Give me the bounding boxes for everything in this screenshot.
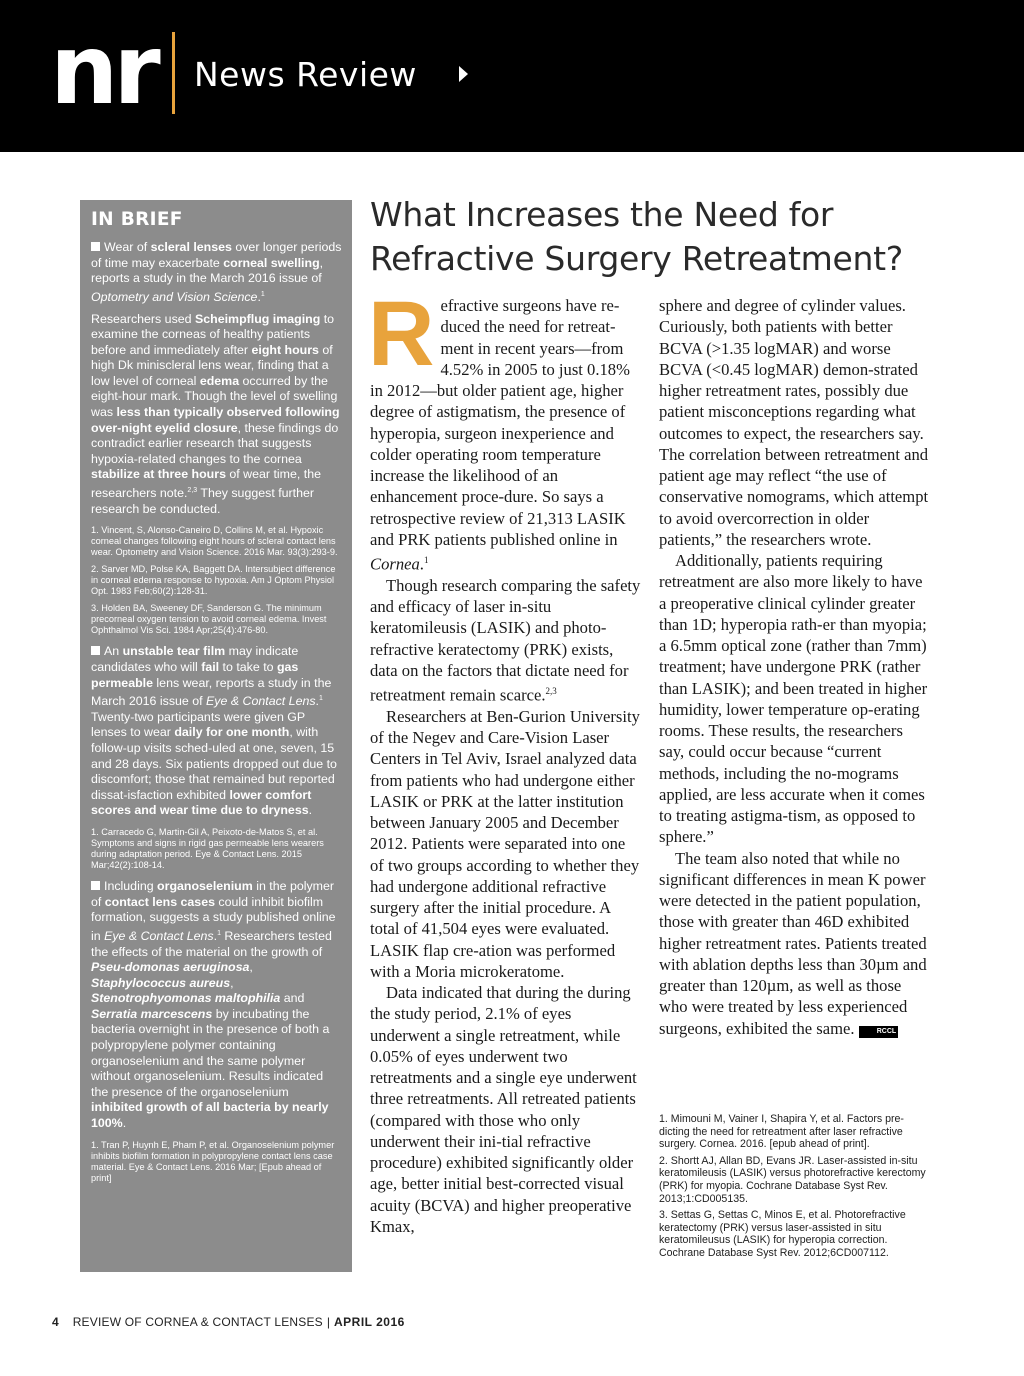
article-column-2 bbox=[659, 295, 931, 1039]
article-paragraph: Data indicated that during the during the study period, 2.1% of eyes underwent a single retreatment, while 0.05% of eyes underwent two retreatments and a single eye underwent three retreatments. All retreated patients (compared with those who only underwent their ini-tial refractive procedure) exhibited significantly older age, better initial best-corrected visual acuity (BCVA) and higher preoperative Kmax, bbox=[370, 983, 637, 1236]
reference: 2. Sarver MD, Polse KA, Baggett DA. Intersubject difference in corneal edema response to hypoxia. Am J Optom Physiol Opt. 1983 Feb;60(2):128-31. bbox=[91, 564, 336, 597]
brief-references-3 bbox=[91, 1140, 342, 1184]
issue-date: APRIL 2016 bbox=[334, 1315, 405, 1329]
in-brief-title: IN BRIEF bbox=[91, 209, 183, 230]
article-paragraph: Though research comparing the safety and efficacy of laser in-situ keratomileusis (LASIK) and photo-refractive keratectomy (PRK) exists, data on the factors that dictate need for retreatment remain scarce.$^{2,3}$ bbox=[370, 575, 641, 705]
bullet-square-icon bbox=[91, 242, 100, 251]
article-paragraph: Additionally, patients requiring retreatment are also more likely to have a preoperative clinical cylinder greater than 1D; hyperopia rath-er than myopia; a 6.5mm optical zone (rather than 7mm) treatment; have undergone PRK (rather than LASIK); and been treated in higher humidity, lower temperature op-erating rooms. These results, the researchers say, could occur because “current methods, including the no-mograms applied, are less accurate when it comes to treating astigma-tism, as opposed to sphere.” bbox=[659, 551, 928, 847]
article-column-1 bbox=[368, 283, 642, 1237]
reference: 3. Settas G, Settas C, Minos E, et al. Photorefractive keratectomy (PRK) versus laser-assisted in situ keratomileusus (LASIK) for hyperopia correction. Cochrane Database Syst Rev. 2012;6CD007112. bbox=[659, 1209, 906, 1259]
brief-item-1: Wear of scleral lenses over longer periods of time may exacerbate corneal swelling, reports a study in the March 2016 issue of Optometry and Vision Science.$^1$ Researchers used Scheimpflug imaging to examine the corneas of healthy patients before and immediately after eight hours of high Dk miniscleral lens wear, finding that a low level of corneal edema occurred by the eight-hour mark. Though the level of swelling was less than typically observed following over-night eyelid closure, these findings do contradict earlier research that suggests hypoxia-related changes to the cornea stabilize at three hours of wear time, the researchers note.$^{2,3}$ They suggest further research be conducted. bbox=[91, 240, 342, 516]
article-references bbox=[659, 1113, 934, 1264]
brief-item-3: Including organoselenium in the polymer of contact lens cases could inhibit biofilm formation, suggests a study published online in Eye & Contact Lens.$^1$ Researchers tested the effects of the material on the growth of Pseu-domonas aeruginosa, Staphylococcus aureus, Stenotrophyomonas maltophilia and Serratia marcescens by incubating the bacteria overnight in the presence of both a polypropylene polymer containing organoselenium and the same polymer without organoselenium. Results indicated the presence of the organoselenium inhibited growth of all bacteria by nearly 100%. bbox=[91, 879, 336, 1131]
article-paragraph: Refractive surgeons have re-duced the need for retreat-ment in recent years—from 4.52% in 2005 to just 0.18% in 2012—but older patient age, higher degree of astigmatism, the presence of hyperopia, surgeon inexperience and colder operating room temperature increase the likelihood of an enhancement proce-dure. So says a retrospective review of 21,313 LASIK and PRK patients published online in Cornea.$^1$ bbox=[368, 283, 630, 574]
reference: 1. Mimouni M, Vainer I, Shapira Y, et al. Factors pre-dicting the need for retreatment after laser refractive surgery. Cornea. 2016. [epub ahead of print]. bbox=[659, 1113, 904, 1151]
page-footer bbox=[52, 1314, 405, 1330]
bullet-square-icon bbox=[91, 881, 100, 890]
masthead bbox=[0, 0, 1024, 152]
logo-divider bbox=[172, 32, 175, 114]
article-paragraph: The team also noted that while no significant differences in mean K power were detected in the patient population, those with greater than 46D exhibited higher retreatment rates. Patients treated with ablation depths less than 30µm and greater than 120µm, as well as those who were treated by less experienced surgeons, exhibited the same. RCCL bbox=[659, 848, 927, 1038]
publication-name: REVIEW OF CORNEA & CONTACT LENSES bbox=[72, 1315, 323, 1329]
article-paragraph: sphere and degree of cylinder values. Curiously, both patients with better BCVA (>1.35 logMAR) and worse BCVA (<0.45 logMAR) demon-strated higher retreatment rates, possibly due patient misconceptions regarding what outcomes to expect, the researchers say. The correlation between retreatment and patient age may reflect “the use of conservative nomograms, which attempt to avoid overcorrection in older patients,” the researchers wrote. bbox=[659, 296, 929, 549]
section-title: News Review bbox=[194, 55, 417, 94]
rccl-end-mark-icon: RCCL bbox=[859, 1026, 898, 1038]
play-arrow-icon bbox=[459, 66, 468, 82]
nr-logo: nr bbox=[50, 14, 156, 126]
reference: 1. Vincent, S, Alonso-Caneiro D, Collins M, et al. Hypoxic corneal changes following eight hours of scleral contact lens wear. Optometry and Vision Science. 2016 Mar. 93(3):293-9. bbox=[91, 525, 338, 558]
footer-separator: | bbox=[326, 1315, 331, 1329]
brief-references-2 bbox=[91, 827, 342, 871]
bullet-square-icon bbox=[91, 646, 100, 655]
reference: 3. Holden BA, Sweeney DF, Sanderson G. The minimum precorneal oxygen tension to avoid corneal edema. Invest Ophthalmol Vis Sci. 1984 Apr;25(4):476-80. bbox=[91, 603, 327, 636]
brief-item-2: An unstable tear film may indicate candidates who will fail to take to gas permeable lens wear, reports a study in the March 2016 issue of Eye & Contact Lens.$^1$ Twenty-two participants were given GP lenses to wear daily for one month, with follow-up visits sched-uled at one, seven, 15 and 28 days. Six patients dropped out due to discomfort; those that remained but reported dissat-isfaction exhibited lower comfort scores and wear time due to dryness. bbox=[91, 644, 337, 818]
article-headline: What Increases the Need for Refractive Surgery Retreatment? bbox=[370, 195, 903, 278]
article-paragraph: Researchers at Ben-Gurion University of the Negev and Care-Vision Laser Centers in Tel Aviv, Israel analyzed data from patients who had undergone either LASIK or PRK at the latter institution between January 2005 and December 2012. Patients were separated into one of two groups according to whether they had undergone additional refractive surgery after the initial procedure. A total of 41,504 eyes were evaluated. LASIK flap cre-ation was performed with a Moria microkeratome. bbox=[370, 706, 640, 981]
reference: 1. Tran P, Huynh E, Pham P, et al. Organoselenium polymer inhibits biofilm formation in polypropylene contact lens case material. Eye & Contact Lens. 2016 Mar; [Epub ahead of print] bbox=[91, 1139, 335, 1183]
reference: 2. Shortt AJ, Allan BD, Evans JR. Laser-assisted in-situ keratomileusis (LASIK) versus photorefractive kerectomy (PRK) for myopia. Cochrane Database Syst Rev. 2013;1:CD005135. bbox=[659, 1154, 926, 1205]
brief-references-1 bbox=[91, 525, 342, 636]
in-brief-sidebar bbox=[80, 200, 352, 1272]
page-number: 4 bbox=[52, 1315, 59, 1329]
drop-cap: R bbox=[368, 283, 435, 385]
reference: 1. Carracedo G, Martin-Gil A, Peixoto-de-Matos S, et al. Symptoms and signs in rigid gas permeable lens wearers during adaptation period. Eye & Contact Lens. 2015 Mar;42(2):108-14. bbox=[91, 827, 324, 870]
